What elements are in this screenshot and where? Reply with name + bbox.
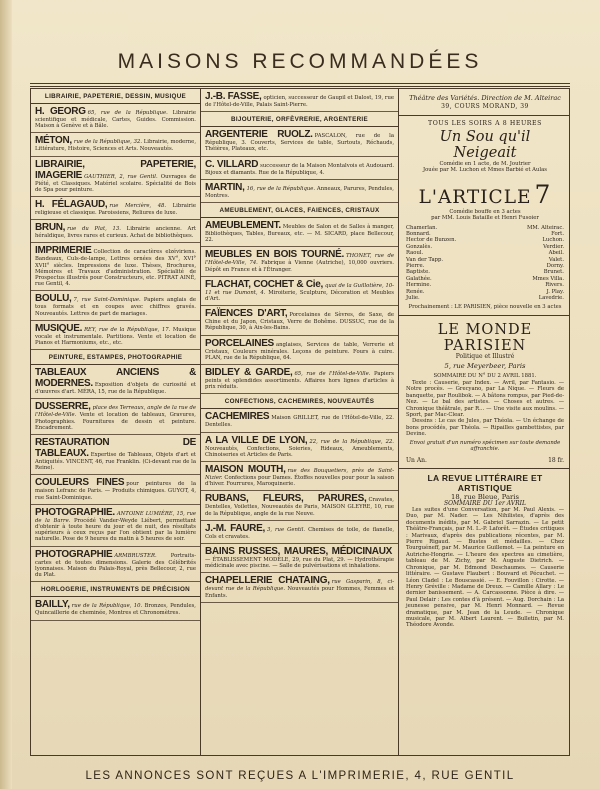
advertisement [31,133,200,156]
revue-litteraire-sommaire-head: SOMMAIRE DU 1er AVRIL [444,499,526,507]
advertisement-text: Meubles de Salon et de Salles à manger, Bibliothèques, Tables, Bureaux, etc. — M. SICARD, place Bellecour, 22. [205,224,394,244]
advertisement-text: Nouveautés pour Hommes, Femmes et Enfants. [205,586,395,599]
cast-actor: MM. Alteirac. [526,224,564,231]
advertisement [201,89,398,112]
advertisement [201,573,398,602]
advertiser-address: rue Mercière, 48. [109,203,167,210]
advertisement [201,491,398,520]
play2-heading [406,180,564,209]
advertiser-name: MAISON MOUTH, [205,464,286,476]
advertisement [201,127,398,156]
cast-actor: Luchon. [542,237,564,244]
advertisement [201,462,398,491]
advertisement-text: Anneaux, Parures, Pendules, Montres. [205,185,394,199]
advertiser-address: rue Gasparin, 8, ci-devant rue de la République. [205,579,394,593]
footer-notice: LES ANNONCES SONT REÇUES A L'IMPRIMERIE, 4, RUE GENTIL [85,770,515,782]
monde-parisien-subtitle: Politique et Illustré [455,352,515,360]
prochainement: Prochainement : LE PARISIEN, pièce nouvelle en 3 actes [408,304,562,311]
advertiser-name: BIDLEY & GARDE, [205,367,293,379]
divider [399,115,570,116]
advertiser-address: 22, rue de la République, 22. [309,438,394,445]
advertisement [201,218,398,247]
advertiser-name: ARGENTERIE RUOLZ. [205,129,313,141]
section-heading: HORLOGERIE, INSTRUMENTS DE PRÉCISION [31,582,200,597]
advertiser-address: ANTOINE LUMIÈRE, 15, rue de la Barre. [35,510,196,524]
advertiser-address: place des Terreaux, angle de la rue de l'Hôtel-de-Ville. [35,405,196,419]
advertiser-name: MUSIQUE. [35,322,83,334]
cast-role: Raoul. [406,250,424,257]
advertiser-name: MARTIN, [205,181,245,193]
advertiser-address: 16, rue de la République. [246,185,316,192]
advertiser-name: PHOTOGRAPHIE. [35,506,115,518]
play2-authors: par MM. Louis Bataille et Henri Fusoier [431,215,539,221]
advertiser-name: BAINS RUSSES, MAURES, MÉDICINAUX [205,546,392,558]
advertisement-text: anglaises, Services de table, Verrerie et Cristaux, Couleurs minérales. Leçons de peinture. Fours à cuire. PLAN, rue de la République, 64. [205,341,394,361]
advertiser-address: rue des Bouquetiers, près de Saint-Nizier. [205,468,394,482]
section-heading: BIJOUTERIE, ORFÈVRERIE, ARGENTERIE [201,112,398,127]
advertiser-address: rue de la République, 10. [71,603,143,610]
advertisement-text: Porcelaines de Sèvres, de Saxe, de Chine et du Japon, Cristaux, Verre de Bohême. DUSSUC, rue de la République, 30, à Aix-les-Bains. [205,312,394,332]
revue-litteraire-sommaire: Les suites d'une Conversation, par M. Paul Alexis. — Duo, par M. Nader. — Les Nihilistes, d'après des documents inédits, par M. Gabriel Sarrazin. — Le petit Théâtre-Français, par M. L.-P. Laforêt. — Études critiques : Marivaux, d'après des publications récentes, par M. Pierre Rigaud. — Bustes et médailles. — Chez Tourguéneff, par M. Maurice Guillemot. — La peinture en Autriche-Hongrie. — L'heure des spectres au cimetière, tableau de M. Zichy, par M. Auguste Dietrich. — Chronique, par M. Edmond Deschaumes. — Causerie littéraire. — Gustave Flaubert : Bouvard et Pécuchet. — Léon Cladel : Le Bouscassié. — E. Fouvillon : Cirotte. — Henry Gréville : Madame de Dreux. — Camille Allary : Le dernier banissement. — A. Carcassonne. Pièce à dire. — Paul Delair : Les contes d'à présent. — Aug. Dorchain : La jeunesse pensive, par M. Henri Monnard. — Revue dramatique, par M. Jean de la Leude. — Chronique musicale, par M. Albert Laurent. — Bulletin, par M. Théodore Avonde. [406,507,564,629]
advertisement-text: Confections pour Dames. Étoffes nouvelles pour pour la saison d'hiver. Fourrures, Maroquinerie. [205,475,394,488]
page-title: MAISONS RECOMMANDÉES [117,50,483,73]
play1-title: Un Sou qu'il Neigeait [439,128,531,161]
monde-parisien-address: 5, rue Meyerbeer, Paris [444,362,526,371]
advertiser-name: BOULU, [35,293,72,305]
cast-list [406,225,564,302]
monde-parisien-price [406,457,564,464]
advertisement [31,157,200,197]
tous-les-soirs: TOUS LES SOIRS A 8 HEURES [428,119,542,127]
section-heading: LIBRAIRIE, PAPETERIE, DESSIN, MUSIQUE [31,89,200,104]
cast-role: Hector de Bunzen. [406,237,457,244]
advertisement [31,243,200,291]
cast-actor: Valet. [548,256,564,263]
advertiser-name: J.-M. FAURE, [205,522,265,534]
cast-actor: Fort. [551,230,564,237]
advertisement [31,399,200,435]
advertisement-text: successeur de la Maison Montalvois et Audouard. Bijoux et diamants. Rue de la République, 4. [205,162,395,176]
advertisement [201,544,398,573]
advertiser-name: LIBRAIRIE, PAPETERIE, IMAGERIE [35,158,196,181]
advertisement-text: Collection de caractères elzéviriens. Bandeaux, Culs-de-lampe, Lettres ornées des XV°, XVI° XVII° siècles. Impressions de luxe. Thèses, Brochures, Mémoires et Travaux d'administration. Spécialité de Prospectus illustrés pour Constructeurs, etc. PITRAT AINÉ, rue Gentil, 4. [35,249,196,288]
advertisement [201,180,398,203]
advertiser-address: GAUTHIER, 2, rue Gentil. [84,173,158,180]
advertisement-text: Exposition d'objets de curiosité et d'œuvres d'art. MÉRA, 15, rue de la République. [35,382,196,396]
advertisement [201,336,398,365]
play2-number: 7 [534,179,552,209]
advertisement [31,220,200,243]
theatre-title: Théâtre des Variétés. Direction de M. Alteirac [409,94,561,102]
advertisement [31,475,200,504]
advertiser-address: 65, rue de l'Hôtel-de-Ville. [294,371,371,378]
advertiser-name: CHAPELLERIE CHATAING, [205,575,330,587]
advertiser-address: 3, rue Gentil. [266,526,306,533]
advertiser-name: RUBANS, FLEURS, PARURES, [205,493,367,505]
advertiser-address: THONET, rue de l'Hôtel-de-Ville, 74. [205,253,394,267]
advertisement-text: — ÉTABLISSEMENT MODÈLE, 29, rue du Plat, 29. — Hydrothérapie médicinale avec piscine. — Salle de pulvérisations et inhalations. [205,557,394,570]
advertiser-address: rue du Plat, 13. [67,226,121,233]
advertiser-name: CACHEMIRES [205,411,270,423]
cast-role: Gonzalès. [406,243,433,250]
play1-desc: Comédie en 1 acte, de M. Joutrier [439,160,531,167]
section-heading: PEINTURE, ESTAMPES, PHOTOGRAPHIE [31,350,200,365]
cast-actor: J. Play. [546,288,564,295]
advertisement-text: Vente et location de tableaux, Gravures, Photographies. Fournitures de dessin et peinture. Encadrement. [35,412,196,431]
cast-actor: Abeil. [548,250,564,257]
advertisement-text: Librairie scientifique et médicale, Cartes, Guides. Commission. Maison à Genève et à Bâle. [35,110,196,130]
price-value: 18 fr. [548,456,564,464]
advertisement [201,306,398,335]
advertiser-name: TABLEAUX ANCIENS & MODERNES. [35,367,196,390]
advertisement [31,597,200,620]
advertisement [31,197,200,220]
cast-actor: Mmes Villa. [532,275,564,282]
advertisement-text: Procédé Vander-Weyde Liébert, permettant d'obtenir à toute heure du jour et de nuit, des résultats supérieurs à ceux reçus par l'on obtient par la lumière naturelle. Pose de 9 heures du matin à 5 heures de soir. [35,517,197,543]
advertiser-address: 65, rue de la République. [87,110,168,116]
cast-role: Bonnard. [406,230,431,237]
theatre-address: 39, COURS MORAND, 39 [441,103,529,110]
advertisement-text: opticien, successeur de Gaupil et Dalost, 19, rue de l'Hôtel-de-Ville, Palais Saint-Pierre. [205,95,394,108]
advertiser-address: quai de la Guillotière, 10-11 et rue Dumont, 4. [205,282,394,296]
revue-litteraire-title: LA REVUE LITTÉRAIRE ET ARTISTIQUE [427,472,543,493]
advertisement [201,521,398,544]
advertisement [31,291,200,320]
advertiser-name: PORCELAINES [205,337,274,349]
advertisement-text: Bronzes, Pendules, Quincaillerie de cheminée, Montres et Chronomètres. [35,603,196,617]
cast-actor: Rivers. [545,282,564,289]
advertisement [31,321,200,350]
advertisement-text: Miroiterie, Sculpture, Décoration et Meubles d'Art. [205,289,394,303]
advertiser-name: MÉTON, [35,135,72,147]
advertiser-name: FLACHAT, COCHET & Cie, [205,278,323,290]
advertisement [31,435,200,475]
advertiser-name: DUSSERRE, [35,401,91,413]
advertisement-text: PASCALON, rue de la République, 3. Couverts, Services de table, Surtouts, Réchauds, Théières, Plateaux, etc. [205,133,394,153]
advertisement-text: Papiers anglais de tous formats et en coupes avec chiffres gravés. Nouveautés. Lettres de part de mariages. [35,297,196,317]
column-right [399,89,570,755]
advertiser-name: PHOTOGRAPHIE [35,548,113,560]
cast-actor: Verdier. [543,243,564,250]
advertisement-text: Fabrique à Vienne (Autriche), 10,000 ouvriers. Dépôt en France et à l'Étranger. [205,260,394,273]
advertisement-text: Portraits-cartes et de toutes dimensions. Galerie des Célébrités lyonnaises. Maison du Palais-Royal, près Bellecour, 2, rue du Plat. [35,552,196,579]
advertisement-text: Musique vocale et instrumentale. Partitions. Vente et location de Pianos et Harmoniums, etc., etc. [35,326,196,347]
advertiser-name: AMEUBLEMENT. [205,220,281,232]
advertisement [31,547,200,583]
advertiser-name: RESTAURATION DE TABLEAUX. [35,437,196,460]
advertiser-name: BRUN, [35,222,66,234]
ads-frame [30,88,570,756]
advertiser-name: COULEURS FINES [35,477,125,489]
advertisement [31,505,200,547]
column-middle [201,89,399,755]
cast-role: Pierre. [406,262,425,269]
advertiser-name: IMPRIMERIE [35,245,92,257]
cast-row [406,295,564,301]
advertisement-text: Librairie, moderne, Littérature, Histoire, Sciences et Arts. Nouveautés. [35,139,197,153]
monde-parisien-envoi: Envoi gratuit d'un numéro spécimen sur toute demande affranchie. [409,439,561,453]
advertisement [31,365,200,399]
cast-role: Hermine. [406,282,432,289]
advertisement [201,433,398,462]
paper-edge [0,0,12,789]
divider [399,315,570,316]
section-heading: AMEUBLEMENT, GLACES, FAIENCES, CRISTAUX [201,203,398,218]
monde-parisien-title: LE MONDE PARISIEN [437,321,533,354]
advertiser-name: MEUBLES EN BOIS TOURNÉ. [205,249,344,261]
advertiser-name: FAÏENCES D'ART, [205,308,288,320]
cast-actor: Dorny. [546,262,564,269]
advertiser-name: H. GEORG [35,106,86,117]
advertisement-text: Cravates, Dentelles, Voilettes, Nouveautés de Paris, MAISON GLEYRE, 10, rue de la République, angle de la rue Neuve. [205,497,394,517]
cast-role: Baptiste. [406,269,430,276]
advertiser-address: ARMBRUSTER. [114,552,157,559]
advertisement-text: Expertise de Tableaux, Objets d'art et Antiquités. VINCENT, 46, rue Franklin. (Ci-devant rue de la Reine). [35,452,196,472]
advertisement-text: Papiers peints et splendides assortiments. Affaires hors lignes d'articles à prix réduits. [205,371,394,391]
advertisement [201,277,398,306]
monde-parisien-sommaire-head: SOMMAIRE DU N° DU 2 AVRIL 1881. [433,373,537,380]
advertisement-text: pour peintures de la maison Lefranc de Paris. — Produits chimiques. GUYOT, 4, rue Saint-Dominique. [35,481,196,501]
title-rule [30,83,570,87]
advertiser-name: C. VILLARD [205,158,259,170]
play2-title: L'ARTICLE [418,186,532,208]
cast-role: Renée. [406,288,425,295]
advertiser-name: H. FÉLAGAUD, [35,199,108,211]
price-label: Un An. [406,456,427,464]
monde-parisien-dessins: Dessins : Le cas de Jules, par Théola. — Un échange de bons procédés, par Théola. — Ripailles gambettistes, par Devine. [406,418,564,438]
advertisement [201,247,398,276]
play1-cast: Jouée par M. Luchon et Mmes Barbié et Aulas [423,167,547,173]
advertisement-text: Ouvrages de Piété, et Classiques. Matériel scolaire. Spécialité de Bois de Spa pour peinture. [35,173,197,193]
cast-role: Van der Tapp. [406,256,444,263]
advertisement [201,409,398,432]
divider [399,468,570,469]
advertisement-text: Chemises de toile, de flanelle, Cols et cravates. [205,526,395,540]
advertisement-text: Maison GRILLET, rue de l'Hôtel-de-Ville, 22. Dentelles. [205,415,394,429]
cast-role: Julie. [406,294,420,301]
advertiser-name: J.-B. FASSE, [205,91,262,102]
cast-actor: Brunet. [543,269,564,276]
advertiser-address: REY, rue de la République, 17. [84,326,171,333]
monde-parisien-sommaire: Texte : Causerie, par Index. — Avril, par Fantasio. — Notre procès. — Grecyano, par La Nique. — Fleurs de banquette, par Roulibok. — A bâtons rompus, par Pied-de-Nez. — Le bal des artistes. — Choses et autres. — Chronique théâtrale, par R... — Une visite aux moulins. — Sport, par Mac-Clear. [406,379,564,418]
advertiser-name: A LA VILLE DE LYON, [205,434,308,446]
advertisement [201,157,398,180]
cast-role: Chamerlan. [406,224,438,231]
advertisement-text: Librairie religieuse et classique. Paroissiens, Reliures de luxe. [35,203,197,217]
cast-actor: Lavedrie. [538,294,564,301]
advertisement [31,104,200,133]
advertisement [201,365,398,394]
advertisement-text: Librairie ancienne. Art héraldique, livres rares et curieux. Achat de bibliothèques. [35,226,196,240]
advertiser-address: rue de la République, 32. [73,139,143,146]
revue-litteraire-address: 18, rue Bleue, Paris [451,492,519,501]
advertiser-name: BAILLY, [35,599,70,611]
advertiser-address: 7, rue Saint-Dominique. [73,297,141,304]
section-heading: CONFECTIONS, CACHEMIRES, NOUVEAUTÉS [201,394,398,409]
column-left [31,89,201,755]
cast-role: Galathée. [406,275,432,282]
play2-desc: Comédie bouffe en 3 actes [449,208,521,215]
advertisement-text: Nouveautés, Confections, Soieries, Rideaux, Ameublements, Chinoiseries et Articles de Paris. [205,445,394,458]
